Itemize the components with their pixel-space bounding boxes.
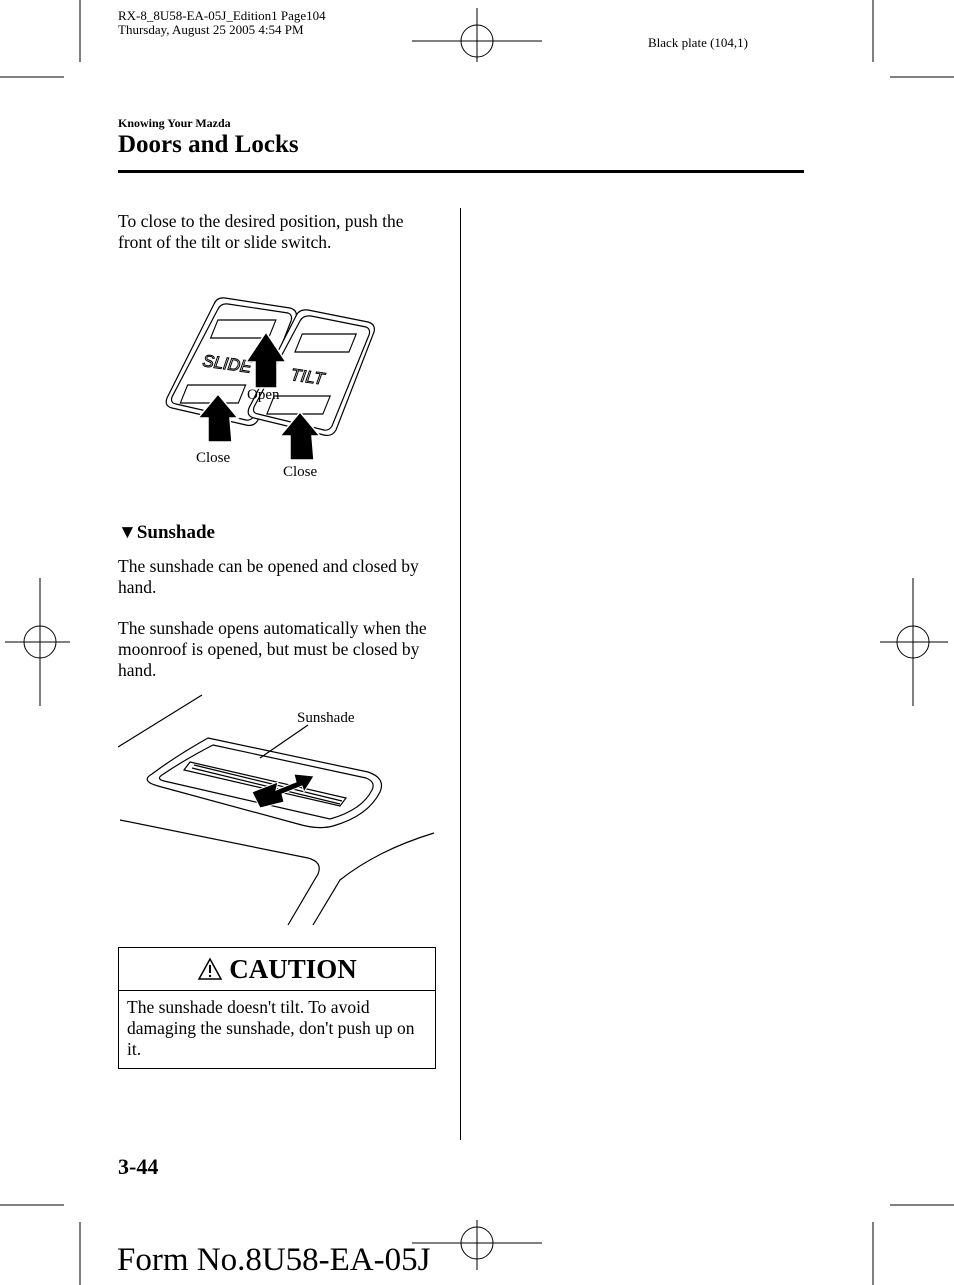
caution-text: The sunshade doesn't tilt. To avoid damaging the sunshade, don't push up on it. xyxy=(127,997,415,1059)
caution-header xyxy=(119,948,435,991)
print-header-line1: RX-8_8U58-EA-05J_Edition1 Page104 xyxy=(118,8,326,23)
caution-box xyxy=(118,947,436,1069)
caution-title: CAUTION xyxy=(229,953,357,984)
slide-switch-label: SLIDE xyxy=(201,351,253,377)
section-title: Doors and Locks xyxy=(118,131,299,158)
warning-triangle-icon xyxy=(197,957,223,981)
sunshade-heading-text: Sunshade xyxy=(136,522,215,543)
section-rule xyxy=(118,170,804,173)
close-left-label: Close xyxy=(196,450,231,466)
close-right-label: Close xyxy=(283,464,318,480)
sunshade-paragraph-1: The sunshade can be opened and closed by hand. xyxy=(118,556,419,597)
form-number: Form No.8U58-EA-05J xyxy=(117,1242,431,1278)
sunshade-paragraph-2: The sunshade opens automatically when the moonroof is opened, but must be closed by hand. xyxy=(118,618,427,680)
print-header-line2: Thursday, August 25 2005 4:54 PM xyxy=(118,22,304,37)
open-label: Open xyxy=(247,387,280,403)
tilt-switch-label: TILT xyxy=(289,365,326,389)
page-number: 3-44 xyxy=(118,1154,159,1179)
print-plate-label: Black plate (104,1) xyxy=(648,35,748,50)
sunshade-figure-label: Sunshade xyxy=(297,710,355,726)
column-divider xyxy=(460,208,461,1140)
section-kicker: Knowing Your Mazda xyxy=(118,116,231,130)
heading-marker-icon: ▼ xyxy=(118,522,137,543)
sunshade-heading xyxy=(118,522,215,544)
sunshade-figure xyxy=(118,690,438,930)
intro-paragraph: To close to the desired position, push the front of the tilt or slide switch. xyxy=(118,211,404,252)
